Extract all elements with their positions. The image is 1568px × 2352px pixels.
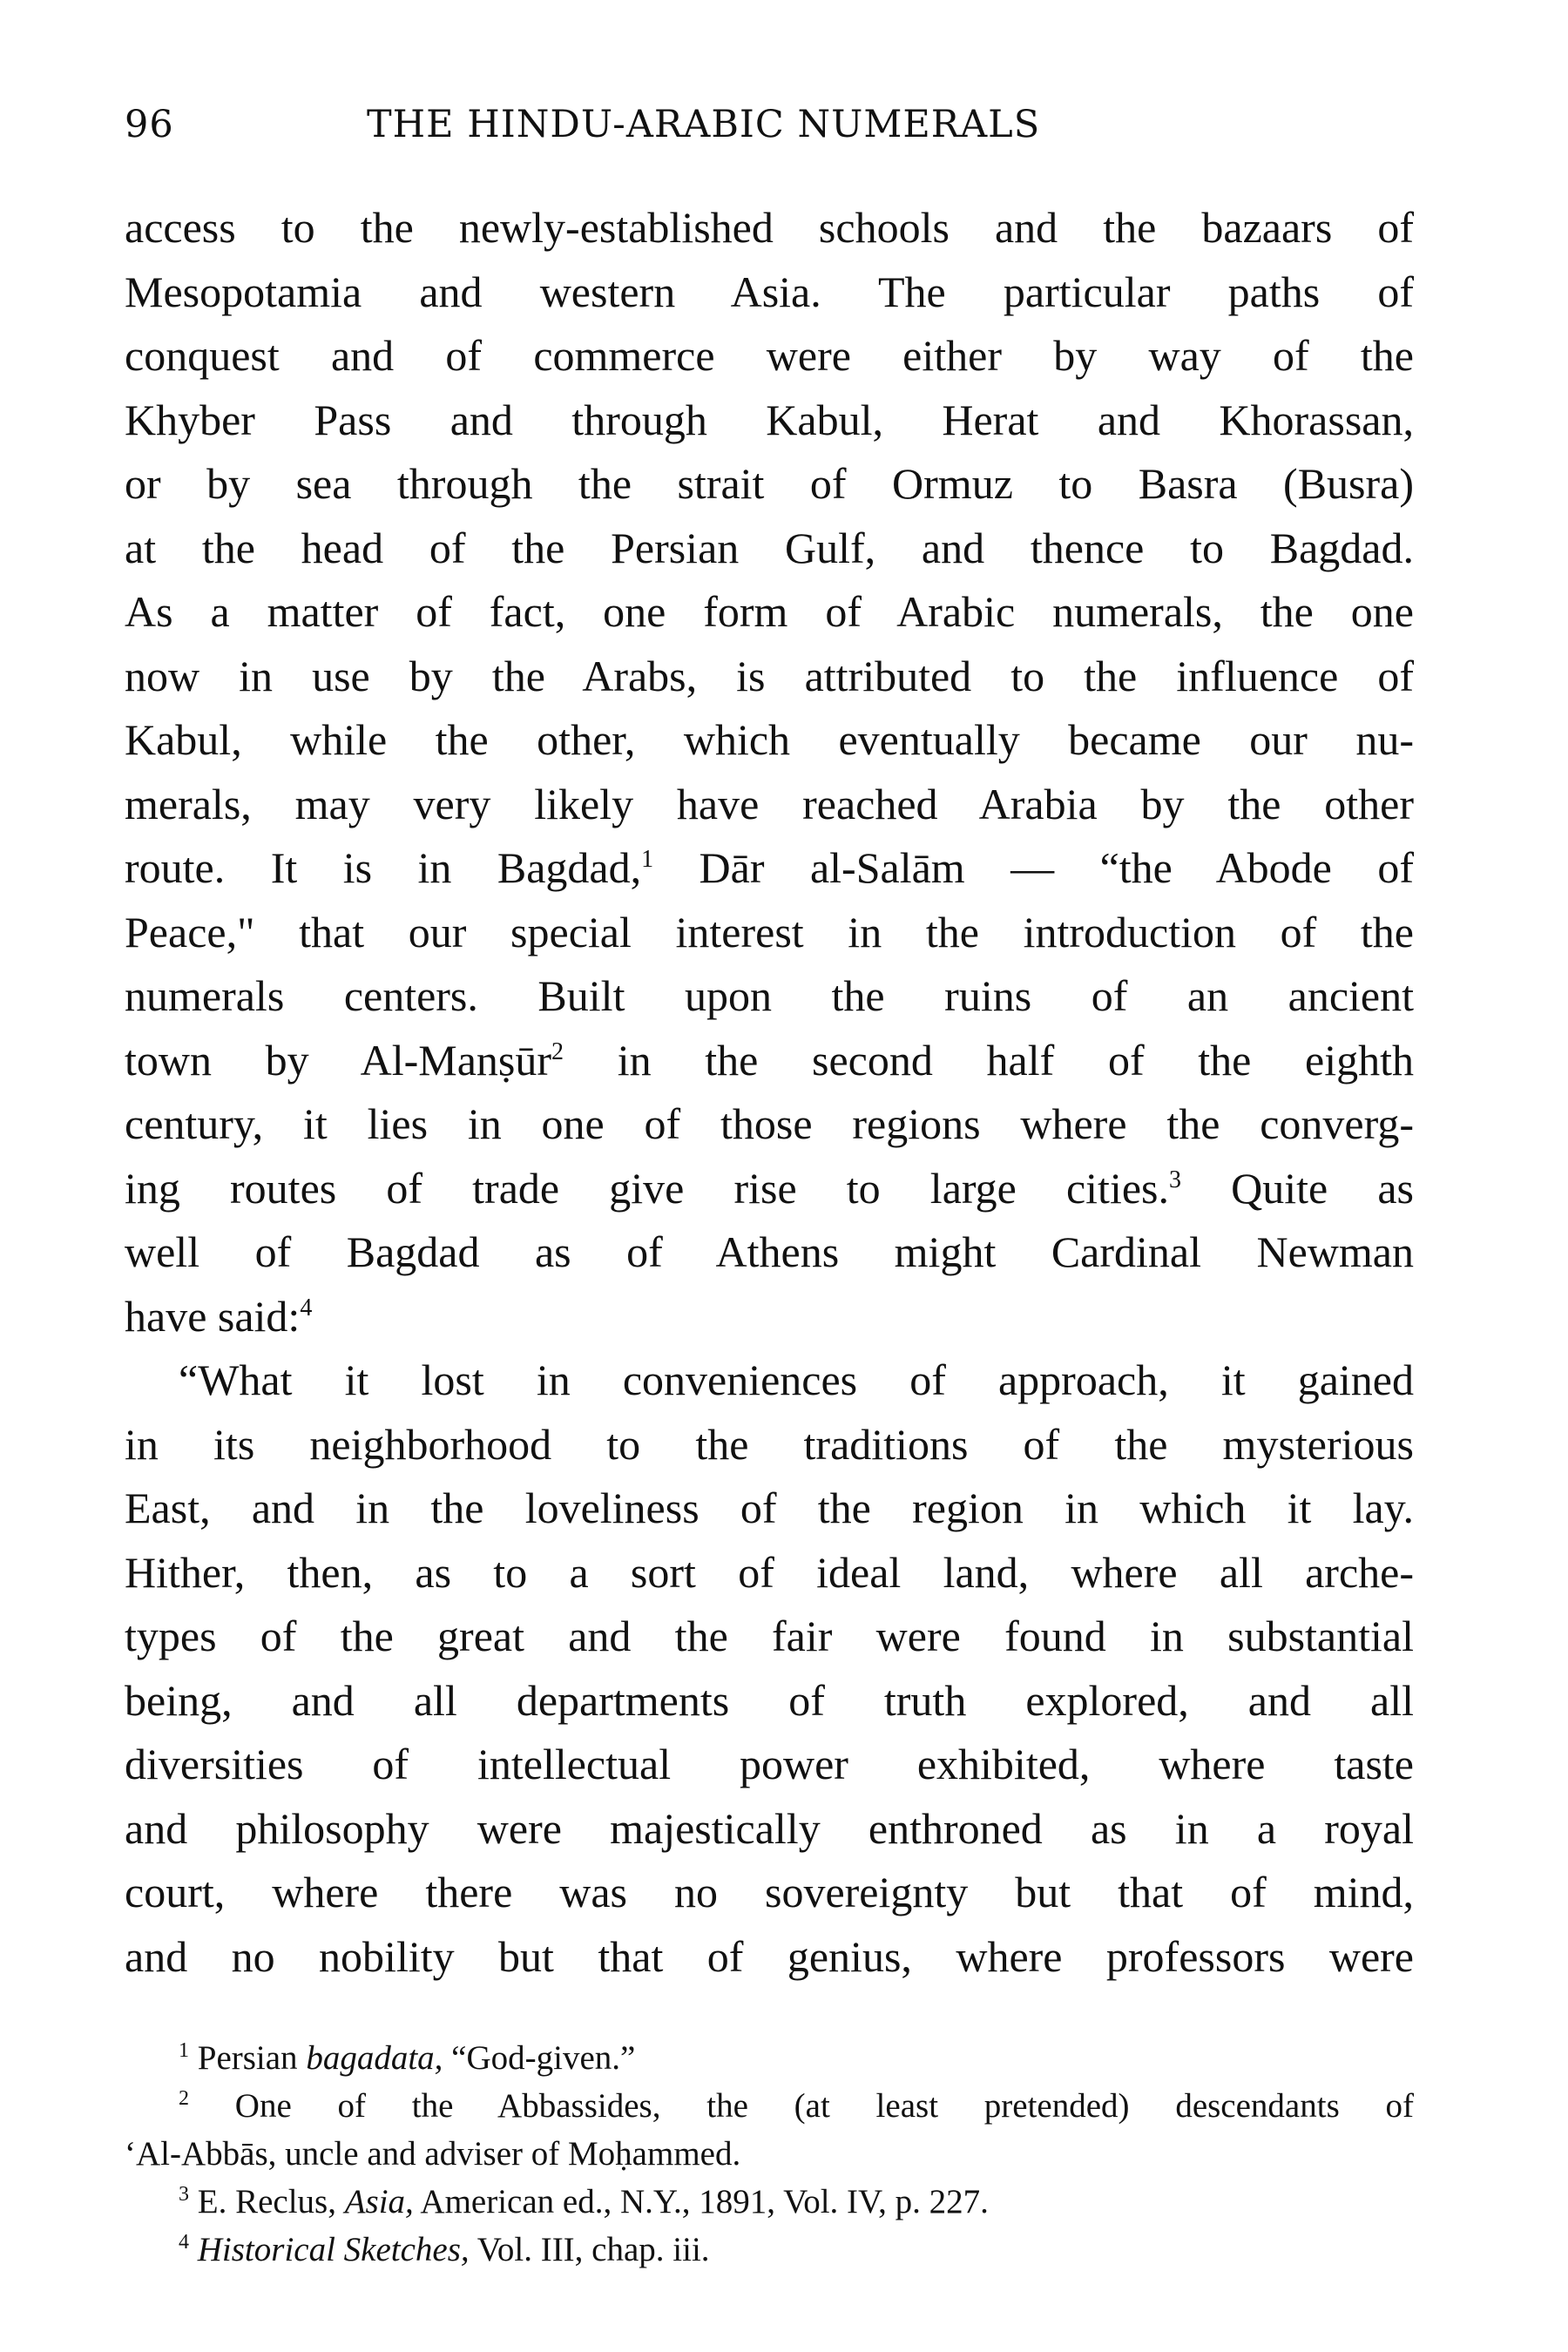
quote-line: Hither, then, as to a sort of ideal land, where all arche-: [125, 1547, 1414, 1597]
footnote-italic: Asia,: [344, 2183, 414, 2220]
body-line: Peace," that our special interest in the introduction of the: [125, 907, 1414, 956]
quote-line: types of the great and the fair were found in substantial: [125, 1612, 1414, 1660]
footnote-2-continued: ‘Al-Abbās, uncle and adviser of Moḥammed.: [125, 2135, 741, 2173]
quote-line: diversities of intellectual power exhibited, where taste: [125, 1740, 1414, 1788]
footnote-italic: Historical Sketches,: [197, 2231, 470, 2268]
body-line: numerals centers. Built upon the ruins of an ancient: [125, 971, 1414, 1020]
footnote-text: American ed., N.Y., 1891, Vol. IV, p. 227.: [413, 2183, 989, 2220]
footnote-text: “God-given.”: [443, 2039, 636, 2077]
footnote-text: Vol. III, chap. iii.: [469, 2231, 710, 2268]
quote-line: being, and all departments of truth explored, and all: [125, 1675, 1414, 1725]
quote-line: in its neighborhood to the traditions of the mysterious: [125, 1419, 1414, 1469]
body-line: or by sea through the strait of Ormuz to Basra (Busra): [125, 459, 1414, 508]
body-line: [125, 1157, 1414, 1221]
body-line: [125, 1029, 1414, 1093]
body-line: well of Bagdad as of Athens might Cardinal Newman: [125, 1227, 1414, 1276]
footnote-text: One of the Abbassides, the (at least pretended) descendants of: [234, 2087, 1415, 2125]
body-line: merals, may very likely have reached Arabia by the other: [125, 779, 1414, 828]
quote-line: court, where there was no sovereignty but that of mind,: [125, 1868, 1414, 1916]
body-text-segment: Dār al-Salām — “the Abode of: [653, 843, 1414, 892]
body-line: Mesopotamia and western Asia. The particular paths of: [125, 267, 1414, 316]
body-line: conquest and of commerce were either by way of the: [125, 331, 1414, 380]
footnote-reference: 3: [1168, 1166, 1181, 1193]
footnote-marker: 3: [179, 2183, 189, 2206]
page-number: 96: [125, 103, 174, 146]
footnote-reference: 4: [300, 1294, 313, 1321]
body-text-segment: Quite as: [1180, 1163, 1414, 1213]
body-line: [125, 836, 1414, 901]
footnote-marker: 2: [179, 2087, 189, 2110]
footnote-2: [125, 2082, 1414, 2130]
body-line: As a matter of fact, one form of Arabic numerals, the one: [125, 587, 1414, 636]
footnote-reference: 1: [641, 846, 654, 873]
footnote-italic: bagadata,: [306, 2039, 443, 2077]
running-title: THE HINDU-ARABIC NUMERALS: [367, 103, 1041, 146]
body-line: Kabul, while the other, which eventually became our nu-: [125, 715, 1414, 764]
body-text-segment: route. It is in Bagdad,: [125, 843, 642, 892]
footnote-marker: 1: [179, 2039, 189, 2062]
body-line: [125, 1285, 1414, 1349]
footnote-marker: 4: [179, 2231, 189, 2254]
footnote-reference: 2: [551, 1037, 564, 1065]
quote-line: East, and in the loveliness of the region in which it lay.: [125, 1484, 1414, 1532]
body-text-segment: ing routes of trade give rise to large cities.: [125, 1163, 1169, 1213]
footnote-text: E. Reclus,: [197, 2183, 345, 2220]
body-line: access to the newly-established schools and the bazaars of: [125, 203, 1414, 252]
footnote-4: [125, 2226, 1414, 2274]
body-line: now in use by the Arabs, is attributed to the influence of: [125, 651, 1414, 700]
footnote-1: [125, 2034, 1414, 2082]
quote-line: and philosophy were majestically enthroned as in a royal: [125, 1803, 1414, 1853]
quote-line: “What it lost in conveniences of approach, it gained: [179, 1355, 1414, 1404]
footnote-3: [125, 2178, 1414, 2226]
body-line: at the head of the Persian Gulf, and thence to Bagdad.: [125, 523, 1414, 572]
body-text-segment: in the second half of the eighth: [564, 1035, 1415, 1085]
body-text-segment: have said:: [125, 1291, 301, 1341]
body-line: Khyber Pass and through Kabul, Herat and Khorassan,: [125, 395, 1414, 444]
body-text-segment: town by Al-Manṣūr: [125, 1035, 552, 1085]
quote-line: and no nobility but that of genius, where professors were: [125, 1931, 1414, 1981]
footnote-text: Persian: [197, 2039, 307, 2077]
body-text: [125, 196, 1414, 1989]
page-header: [125, 103, 1414, 155]
body-line: century, it lies in one of those regions where the converg-: [125, 1099, 1414, 1148]
footnotes: [125, 2034, 1414, 2274]
